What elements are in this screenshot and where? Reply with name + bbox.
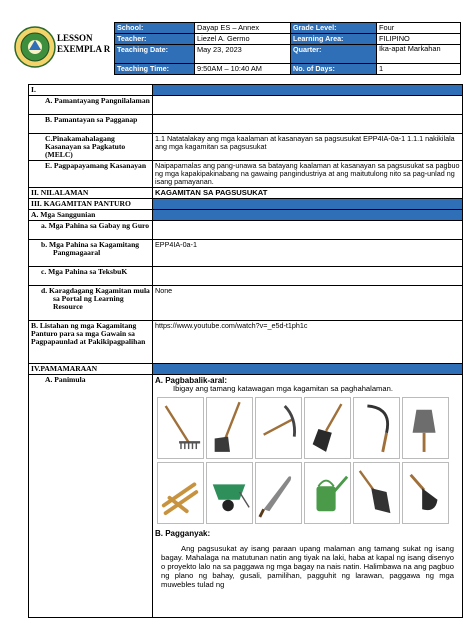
pamantayan-sa-pagganap-label: B. Pamantayan sa Pagganap [29,115,153,134]
pickaxe-icon [256,398,301,458]
pamamaraan-label: IV.PAMAMARAAN [29,364,153,375]
spade-icon [354,463,399,523]
teksbuk-cell [29,267,153,286]
hoe-image [206,397,253,459]
melc-value: 1.1 Natatalakay ang mga kaalaman at kasanayan sa pagsusukat EPP4IA-0a-1 1.1.1 nakikilala ang mga kagamitan sa pagsusukat [153,134,463,161]
school-value: Dayap ES – Annex [195,23,291,34]
pagganyak-paragraph [155,544,460,589]
rake-image [157,397,204,459]
section-row [29,96,463,115]
bamboo-stakes-image [157,462,204,524]
section-row [29,364,463,375]
days-value: 1 [377,64,461,75]
section-row [29,321,463,364]
teksbuk-label: c. Mga Pahina sa TeksbuK [41,267,128,276]
teacher-value: Liezel A. Germo [195,34,291,45]
hoe-icon [207,398,252,458]
wheelbarrow-icon [207,463,252,523]
wheelbarrow-image [206,462,253,524]
section-row [29,286,463,321]
gabay-guro-cell [29,221,153,240]
quarter-label: Quarter: [291,45,377,64]
section-row [29,199,463,210]
kagamitang-pangmagaaral-label: b. Mga Pahina sa Kagamitang Pangmagaaral [41,240,140,257]
garden-trowel-image [402,462,449,524]
teaching-date-label: Teaching Date: [115,45,195,64]
pagpapayamang-kasanayan-label: E. Pagpapayamang Kasanayan [29,161,153,188]
lesson-content-table [28,84,463,618]
kagamitang-pangmagaaral-value: EPP4IA-0a-1 [153,240,463,267]
learning-resource-cell [29,286,153,321]
gabay-guro-value [153,221,463,240]
watering-can-image [304,462,351,524]
mga-sanggunian-label: A. Mga Sanggunian [29,210,153,221]
panimula-content [153,375,463,618]
gabay-guro-label: a. Mga Pahina sa Gabay ng Guro [41,221,150,230]
bolo-image [255,462,302,524]
header-row [115,34,461,45]
section-i-header [153,85,463,96]
shovel-icon [305,398,350,458]
trowel-icon [403,398,448,458]
trowel-image [402,397,449,459]
mga-sanggunian-header [153,210,463,221]
teksbuk-value [153,267,463,286]
learning-area-value: FILIPINO [377,34,461,45]
section-row [29,85,463,96]
pagbabalik-aral-title: A. Pagbabalik-aral: [155,376,228,385]
lesson-exemplar-title: LESSON EXEMPLA R [57,33,111,54]
section-row [29,188,463,199]
melc-label: C.Pinakamahalagang Kasanayan sa Pagkatuto (MELC) [29,134,153,161]
learning-resource-label: d. Karagdagang Kagamitan mula sa Portal ng Learning Resource [41,286,150,311]
watering-can-icon [305,463,350,523]
grade-level-value: Four [377,23,461,34]
section-row [29,134,463,161]
pamantayang-pangnilalaman-label: A. Pamantayang Pangnilalaman [29,96,153,115]
rake-icon [158,398,203,458]
grade-level-label: Grade Level: [291,23,377,34]
youtube-link[interactable]: https://www.youtube.com/watch?v=_e5d-t1ph1c [153,321,463,364]
pagganyak-text: Ang pagsusukat ay isang paraan upang malaman ang tamang sukat ng isang bagay. Mahalaga na matutunan natin ang tiyak na laki, haba at kapal ng isang disenyo o proyekto lalo na sa paggawa ng mga bagay na nais natin. Halimbawa na ang pagbuo ng plano ng bahay, gusali, pamilihan, pagguhit ng larawan, paggawa ng mga muwebles tulad ng [161,544,454,589]
pagganyak-title: B. Pagganyak: [155,529,211,538]
kagamitan-panturo-header [153,199,463,210]
section-row [29,240,463,267]
nilalaman-label: II. NILALAMAN [29,188,153,199]
section-i-label: I. [29,85,153,96]
sickle-image [353,397,400,459]
pagbabalik-aral-instruction: Ibigay ang tamang katawagan mga kagamitan sa paghahalaman. [173,384,393,393]
pagpapayamang-kasanayan-value: Naipapamalas ang pang-unawa sa batayang kaalaman at kasanayan sa pagsusukat sa pagbuo ng mga kapakipakinabang na gawaing pangindustriya at ang maitutulong nito sa pag-unlad ng isang pamayanan. [153,161,463,188]
tool-images-grid [157,397,460,524]
pamantayang-pangnilalaman-value [153,96,463,115]
teacher-label: Teacher: [115,34,195,45]
header-info-table [114,22,461,75]
panimula-label: A. Panimula [29,375,153,618]
pamantayan-sa-pagganap-value [153,115,463,134]
header-row [115,45,461,64]
nilalaman-value: KAGAMITAN SA PAGSUSUKAT [153,188,463,199]
sickle-icon [354,398,399,458]
section-row [29,115,463,134]
quarter-value: Ika-apat Markahan [377,45,461,64]
section-row [29,375,463,618]
learning-resource-value: None [153,286,463,321]
shovel-image [304,397,351,459]
pamamaraan-header [153,364,463,375]
garden-trowel-icon [403,463,448,523]
school-seal-logo [14,26,56,68]
section-row [29,161,463,188]
section-row [29,221,463,240]
section-row [29,210,463,221]
header-row [115,23,461,34]
kagamitang-pangmagaaral-cell [29,240,153,267]
listahan-kagamitan-label: B. Listahan ng mga Kagamitang Panturo para sa mga Gawain sa Pagpapaunlad at Pakikipagpalihan [29,321,153,364]
teaching-time-label: Teaching Time: [115,64,195,75]
bamboo-stakes-icon [158,463,203,523]
school-label: School: [115,23,195,34]
kagamitan-panturo-label: III. KAGAMITAN PANTURO [29,199,153,210]
teaching-date-value: May 23, 2023 [195,45,291,64]
days-label: No. of Days: [291,64,377,75]
spade-image [353,462,400,524]
teaching-time-value: 9:50AM – 10:40 AM [195,64,291,75]
learning-area-label: Learning Area: [291,34,377,45]
header-row [115,64,461,75]
section-row [29,267,463,286]
pickaxe-image [255,397,302,459]
bolo-icon [256,463,301,523]
